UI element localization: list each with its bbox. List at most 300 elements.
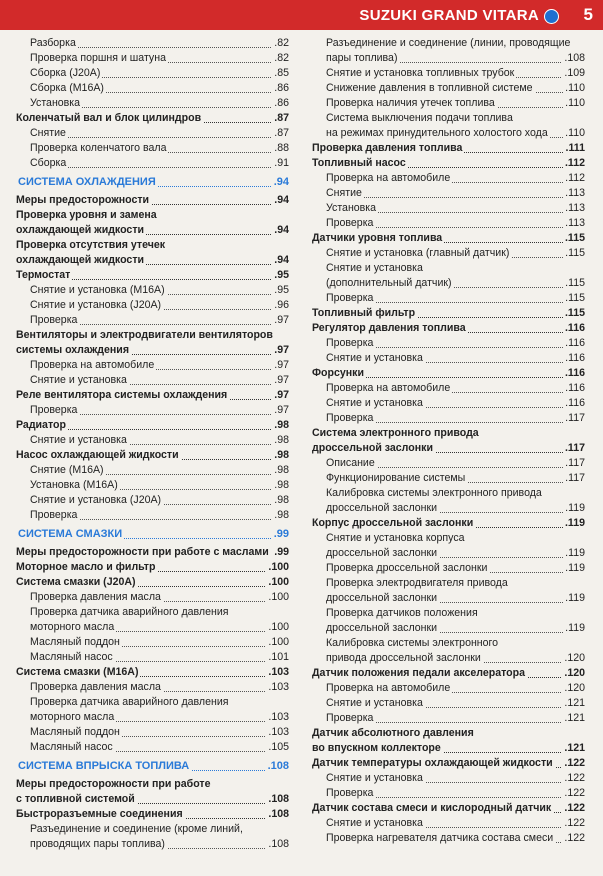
toc-subentry (312, 831, 585, 846)
toc-page-number: .108 (268, 838, 289, 850)
toc-entry-title: Проверка (16, 314, 79, 326)
toc-entry-title: охлаждающей жидкости (16, 254, 145, 266)
toc-subentry (312, 381, 585, 396)
toc-page-number: .108 (267, 760, 289, 772)
toc-page-number: .100 (268, 621, 289, 633)
toc-column-right (312, 36, 585, 846)
toc-page-number: .119 (564, 517, 585, 529)
toc-chapter-entry (312, 426, 585, 441)
toc-subentry (16, 822, 289, 837)
toc-entry-title: Масляный поддон (16, 726, 122, 738)
toc-page-number: .110 (565, 82, 585, 94)
toc-subentry (312, 546, 585, 561)
page-number: 5 (583, 5, 593, 24)
toc-section-heading (16, 759, 289, 774)
toc-page-number: .119 (565, 502, 585, 514)
toc-subentry (16, 373, 289, 388)
toc-entry-title: Установка (16, 97, 82, 109)
toc-page-number: .101 (268, 651, 289, 663)
toc-subentry (312, 186, 585, 201)
toc-entry-title: Снятие и установка (312, 697, 425, 709)
toc-entry-title: моторного масла (16, 621, 116, 633)
toc-entry-title: Масляный насос (16, 651, 115, 663)
toc-page-number: .98 (274, 449, 289, 461)
toc-page-number: .110 (565, 97, 585, 109)
toc-chapter-entry (16, 777, 289, 792)
toc-entry-title: с топливной системой (16, 793, 135, 805)
toc-entry-title: Проверка коленчатого вала (16, 142, 168, 154)
toc-page-number: .119 (565, 622, 585, 634)
toc-column-left (16, 36, 289, 852)
toc-entry-title: Снятие и установка (312, 772, 425, 784)
toc-page-number: .110 (565, 127, 585, 139)
toc-entry-title: моторного масла (16, 711, 116, 723)
toc-chapter-entry (312, 756, 585, 771)
toc-entry-title: Разборка (16, 37, 78, 49)
toc-entry-title: Проверка датчиков положения (312, 607, 480, 619)
toc-entry-title: Снятие (M16A) (16, 464, 106, 476)
toc-page-number: .97 (274, 314, 289, 326)
toc-entry-title: Проверка электродвигателя привода (312, 577, 510, 589)
toc-subentry (312, 66, 585, 81)
toc-entry-title: Проверка дроссельной заслонки (312, 562, 489, 574)
toc-entry-title: Снижение давления в топливной системе (312, 82, 535, 94)
toc-entry-title: Функционирование системы (312, 472, 467, 484)
toc-chapter-entry (16, 193, 289, 208)
toc-entry-title: Проверка (312, 787, 375, 799)
toc-section-heading (16, 527, 289, 542)
toc-page-number: .100 (268, 576, 289, 588)
toc-entry-title: системы охлаждения (16, 344, 130, 356)
toc-page-number: .98 (274, 434, 289, 446)
toc-subentry (312, 771, 585, 786)
toc-entry-title: Проверка (312, 217, 375, 229)
toc-page-number: .120 (564, 652, 585, 664)
toc-page-number: .97 (274, 359, 289, 371)
toc-page-number: .116 (564, 322, 585, 334)
toc-page-number: .121 (564, 712, 585, 724)
toc-chapter-entry (312, 726, 585, 741)
toc-subentry (16, 508, 289, 523)
toc-subentry (16, 283, 289, 298)
toc-subentry (16, 635, 289, 650)
toc-entry-title: Проверка на автомобиле (312, 382, 452, 394)
toc-entry-title: Быстроразъемные соединения (16, 808, 183, 820)
toc-page-number: .119 (565, 562, 585, 574)
toc-entry-title: пары топлива) (312, 52, 399, 64)
toc-page-number: .100 (268, 636, 289, 648)
toc-page-number: .113 (565, 217, 585, 229)
toc-entry-title: Проверка нагревателя датчика состава смеси (312, 832, 555, 844)
toc-entry-title: Проверка на автомобиле (16, 359, 156, 371)
toc-subentry (312, 561, 585, 576)
toc-subentry (312, 81, 585, 96)
toc-entry-title: Снятие (16, 127, 68, 139)
toc-page-number: .82 (274, 52, 289, 64)
page-header (0, 0, 603, 30)
toc-entry-title: (дополнительный датчик) (312, 277, 454, 289)
toc-subentry (16, 36, 289, 51)
toc-subentry (312, 276, 585, 291)
toc-subentry (16, 96, 289, 111)
toc-chapter-entry (16, 268, 289, 283)
toc-entry-title: Проверка давления масла (16, 591, 163, 603)
toc-entry-title: СИСТЕМА ВПРЫСКА ТОПЛИВА (18, 760, 190, 772)
toc-chapter-entry (16, 665, 289, 680)
toc-page-number: .91 (274, 157, 289, 169)
toc-entry-title: Система смазки (M16A) (16, 666, 139, 678)
toc-page-number: .119 (565, 547, 585, 559)
toc-entry-title: Форсунки (312, 367, 364, 379)
toc-entry-title: дроссельной заслонки (312, 592, 439, 604)
toc-page-number: .98 (274, 494, 289, 506)
toc-entry-title: Топливный насос (312, 157, 406, 169)
toc-page-number: .87 (274, 112, 289, 124)
toc-entry-title: Система электронного привода (312, 427, 479, 439)
toc-page-number: .120 (564, 682, 585, 694)
toc-page-number: .94 (274, 224, 289, 236)
toc-page-number: .95 (274, 284, 289, 296)
toc-subentry (312, 336, 585, 351)
circle-icon (544, 9, 559, 24)
toc-entry-title: Датчик состава смеси и кислородный датчик (312, 802, 552, 814)
toc-entry-title: Установка (M16A) (16, 479, 120, 491)
toc-page-number: .122 (564, 817, 585, 829)
toc-entry-title: Калибровка системы электронного привода (312, 487, 544, 499)
toc-chapter-entry (16, 253, 289, 268)
toc-page-number: .121 (564, 697, 585, 709)
toc-subentry (312, 471, 585, 486)
toc-chapter-entry (16, 223, 289, 238)
toc-entry-title: Проверка давления масла (16, 681, 163, 693)
toc-entry-title: Проверка отсутствия утечек (16, 239, 166, 251)
toc-page-number: .113 (565, 202, 585, 214)
toc-entry-title: Регулятор давления топлива (312, 322, 466, 334)
toc-entry-title: Снятие и установка (312, 352, 425, 364)
toc-subentry (312, 531, 585, 546)
toc-page-number: .98 (274, 479, 289, 491)
toc-subentry (16, 740, 289, 755)
toc-page-number: .116 (565, 382, 585, 394)
toc-entry-title: Снятие и установка (312, 817, 425, 829)
toc-entry-title: Калибровка системы электронного (312, 637, 500, 649)
toc-page-number: .87 (274, 127, 289, 139)
book-title: SUZUKI GRAND VITARA (359, 7, 539, 24)
toc-entry-title: Проверка (312, 337, 375, 349)
toc-chapter-entry (312, 306, 585, 321)
toc-chapter-entry (312, 141, 585, 156)
toc-page-number: .103 (268, 666, 289, 678)
toc-subentry (312, 201, 585, 216)
toc-entry-title: Система смазки (J20A) (16, 576, 136, 588)
toc-subentry (16, 433, 289, 448)
toc-entry-title: Моторное масло и фильтр (16, 561, 156, 573)
toc-entry-title: во впускном коллекторе (312, 742, 441, 754)
toc-page-number: .115 (565, 277, 585, 289)
toc-chapter-entry (312, 516, 585, 531)
toc-page-number: .88 (274, 142, 289, 154)
toc-page-number: .115 (564, 232, 585, 244)
toc-page-number: .122 (564, 757, 585, 769)
toc-chapter-entry (16, 111, 289, 126)
toc-page-number: .113 (565, 187, 585, 199)
toc-subentry (312, 606, 585, 621)
toc-page-number: .94 (273, 176, 289, 188)
toc-page-number: .117 (565, 472, 585, 484)
toc-subentry (16, 837, 289, 852)
toc-entry-title: Снятие и установка (J20A) (16, 299, 163, 311)
toc-page-number: .99 (274, 546, 289, 558)
toc-page-number: .116 (565, 337, 585, 349)
toc-chapter-entry (312, 321, 585, 336)
toc-page-number: .111 (565, 142, 585, 154)
toc-entry-title: Снятие и установка (главный датчик) (312, 247, 511, 259)
toc-subentry (312, 651, 585, 666)
toc-subentry (312, 291, 585, 306)
toc-entry-title: Датчик температуры охлаждающей жидкости (312, 757, 553, 769)
toc-subentry (312, 696, 585, 711)
toc-subentry (312, 486, 585, 501)
toc-page-number: .122 (564, 832, 585, 844)
toc-subentry (16, 695, 289, 710)
toc-entry-title: Корпус дроссельной заслонки (312, 517, 474, 529)
toc-subentry (312, 681, 585, 696)
toc-chapter-entry (16, 328, 289, 343)
toc-entry-title: Коленчатый вал и блок цилиндров (16, 112, 202, 124)
toc-page-number: .120 (564, 667, 585, 679)
toc-entry-title: Проверка (312, 712, 375, 724)
toc-subentry (16, 141, 289, 156)
toc-entry-title: Разъединение и соединение (линии, проводящие (312, 37, 572, 49)
toc-subentry (16, 478, 289, 493)
toc-page-number: .85 (274, 67, 289, 79)
toc-entry-title: Масляный насос (16, 741, 115, 753)
toc-page-number: .98 (274, 464, 289, 476)
toc-page-number: .100 (268, 561, 289, 573)
toc-page-number: .117 (565, 412, 585, 424)
toc-page-number: .98 (274, 419, 289, 431)
toc-entry-title: Меры предосторожности (16, 194, 150, 206)
toc-page-number: .112 (564, 157, 585, 169)
toc-entry-title: Система выключения подачи топлива (312, 112, 515, 124)
toc-entry-title: Меры предосторожности при работе с маслами (16, 546, 269, 558)
toc-subentry (312, 351, 585, 366)
toc-page-number: .95 (274, 269, 289, 281)
toc-entry-title: Снятие и установка (M16A) (16, 284, 167, 296)
toc-page-number: .121 (564, 742, 585, 754)
toc-subentry (16, 725, 289, 740)
toc-subentry (312, 621, 585, 636)
toc-subentry (16, 66, 289, 81)
toc-entry-title: дроссельной заслонки (312, 442, 433, 454)
toc-page-number: .103 (268, 681, 289, 693)
toc-page-number: .100 (268, 591, 289, 603)
toc-subentry (16, 590, 289, 605)
toc-subentry (312, 396, 585, 411)
toc-page-number: .115 (564, 307, 585, 319)
toc-page-number: .96 (274, 299, 289, 311)
toc-entry-title: Проверка (312, 292, 375, 304)
toc-subentry (16, 313, 289, 328)
toc-page-number: .98 (274, 509, 289, 521)
toc-chapter-entry (16, 238, 289, 253)
toc-chapter-entry (16, 792, 289, 807)
toc-entry-title: Сборка (J20A) (16, 67, 102, 79)
toc-entry-title: Установка (312, 202, 378, 214)
toc-page-number: .99 (273, 528, 289, 540)
toc-entry-title: Проверка наличия утечек топлива (312, 97, 497, 109)
toc-entry-title: Реле вентилятора системы охлаждения (16, 389, 228, 401)
toc-entry-title: Датчики уровня топлива (312, 232, 443, 244)
toc-subentry (16, 81, 289, 96)
toc-entry-title: Насос охлаждающей жидкости (16, 449, 179, 461)
toc-entry-title: Снятие и установка (312, 262, 425, 274)
toc-subentry (16, 403, 289, 418)
toc-page-number: .117 (564, 442, 585, 454)
toc-page-number: .94 (274, 194, 289, 206)
toc-page-number: .112 (565, 172, 585, 184)
toc-chapter-entry (16, 343, 289, 358)
toc-subentry (312, 36, 585, 51)
toc-page-number: .116 (565, 397, 585, 409)
toc-chapter-entry (312, 441, 585, 456)
toc-page-number: .116 (564, 367, 585, 379)
toc-subentry (16, 710, 289, 725)
toc-entry-title: Датчик абсолютного давления (312, 727, 474, 739)
toc-chapter-entry (312, 156, 585, 171)
toc-subentry (16, 156, 289, 171)
toc-subentry (312, 711, 585, 726)
toc-subentry (16, 680, 289, 695)
toc-entry-title: Снятие и установка (16, 434, 129, 446)
toc-entry-title: Сборка (M16A) (16, 82, 106, 94)
toc-entry-title: охлаждающей жидкости (16, 224, 145, 236)
toc-page-number: .103 (268, 726, 289, 738)
toc-chapter-entry (312, 801, 585, 816)
toc-entry-title: Проверка датчика аварийного давления (16, 696, 231, 708)
toc-page-number: .119 (565, 592, 585, 604)
toc-page-number: .122 (564, 787, 585, 799)
toc-chapter-entry (312, 741, 585, 756)
toc-entry-title: Проверка уровня и замена (16, 209, 157, 221)
toc-entry-title: Снятие и установка (J20A) (16, 494, 163, 506)
toc-entry-title: дроссельной заслонки (312, 547, 439, 559)
toc-subentry (16, 493, 289, 508)
toc-chapter-entry (16, 208, 289, 223)
toc-subentry (16, 298, 289, 313)
toc-entry-title: Проверка (16, 509, 79, 521)
toc-subentry (312, 111, 585, 126)
toc-entry-title: Топливный фильтр (312, 307, 416, 319)
toc-chapter-entry (16, 807, 289, 822)
toc-page-number: .117 (565, 457, 585, 469)
toc-entry-title: Сборка (16, 157, 68, 169)
toc-entry-title: Проверка (16, 404, 79, 416)
toc-page-number: .115 (565, 292, 585, 304)
toc-entry-title: Термостат (16, 269, 71, 281)
toc-page-number: .109 (564, 67, 585, 79)
toc-chapter-entry (312, 231, 585, 246)
toc-subentry (312, 96, 585, 111)
toc-subentry (312, 411, 585, 426)
toc-subentry (16, 650, 289, 665)
toc-subentry (312, 246, 585, 261)
toc-page-number: .97 (274, 344, 289, 356)
toc-entry-title: Снятие и установка (312, 397, 425, 409)
toc-chapter-entry (312, 366, 585, 381)
toc-chapter-entry (312, 666, 585, 681)
toc-entry-title: СИСТЕМА ОХЛАЖДЕНИЯ (18, 176, 156, 188)
toc-entry-title: СИСТЕМА СМАЗКИ (18, 528, 123, 540)
toc-page-number: .97 (274, 374, 289, 386)
toc-entry-title: Снятие и установка корпуса (312, 532, 467, 544)
toc-subentry (312, 501, 585, 516)
toc-subentry (312, 171, 585, 186)
toc-entry-title: Проверка поршня и шатуна (16, 52, 168, 64)
toc-entry-title: Проверка на автомобиле (312, 172, 452, 184)
toc-entry-title: Описание (312, 457, 377, 469)
toc-page-number: .115 (565, 247, 585, 259)
toc-subentry (312, 591, 585, 606)
toc-entry-title: дроссельной заслонки (312, 622, 439, 634)
toc-entry-title: Проверка на автомобиле (312, 682, 452, 694)
toc-entry-title: Проверка датчика аварийного давления (16, 606, 231, 618)
toc-subentry (312, 786, 585, 801)
toc-page-number: .94 (274, 254, 289, 266)
toc-entry-title: Проверка (312, 412, 375, 424)
toc-entry-title: на режимах принудительного холостого хода (312, 127, 550, 139)
toc-subentry (16, 620, 289, 635)
toc-page-number: .97 (274, 389, 289, 401)
toc-page-number: .86 (274, 82, 289, 94)
toc-entry-title: Вентиляторы и электродвигатели вентиляторов (16, 329, 273, 341)
toc-section-heading (16, 175, 289, 190)
toc-page-number: .108 (268, 793, 289, 805)
toc-entry-title: Радиатор (16, 419, 66, 431)
toc-page-number: .108 (564, 52, 585, 64)
toc-subentry (312, 456, 585, 471)
toc-subentry (16, 51, 289, 66)
toc-subentry (312, 216, 585, 231)
toc-entry-title: Масляный поддон (16, 636, 122, 648)
toc-entry-title: дроссельной заслонки (312, 502, 439, 514)
toc-subentry (16, 463, 289, 478)
toc-entry-title: Датчик положения педали акселератора (312, 667, 526, 679)
toc-page-number: .82 (274, 37, 289, 49)
toc-page-number: .116 (565, 352, 585, 364)
toc-page-number: .105 (268, 741, 289, 753)
toc-entry-title: привода дроссельной заслонки (312, 652, 483, 664)
toc-entry-title: Меры предосторожности при работе (16, 778, 211, 790)
toc-entry-title: Проверка давления топлива (312, 142, 463, 154)
toc-chapter-entry (16, 448, 289, 463)
toc-entry-title: проводящих пары топлива) (16, 838, 167, 850)
toc-page-number: .97 (274, 404, 289, 416)
toc-chapter-entry (16, 418, 289, 433)
toc-page-number: .103 (268, 711, 289, 723)
toc-subentry (312, 126, 585, 141)
toc-page-number: .122 (564, 802, 585, 814)
toc-entry-title: Разъединение и соединение (кроме линий, (16, 823, 245, 835)
toc-page-number: .122 (564, 772, 585, 784)
toc-entry-title: Снятие и установка (16, 374, 129, 386)
toc-subentry (312, 576, 585, 591)
toc-page-number: .86 (274, 97, 289, 109)
toc-chapter-entry (16, 388, 289, 403)
toc-page-number: .108 (268, 808, 289, 820)
toc-entry-title: Снятие (312, 187, 364, 199)
toc-subentry (312, 51, 585, 66)
